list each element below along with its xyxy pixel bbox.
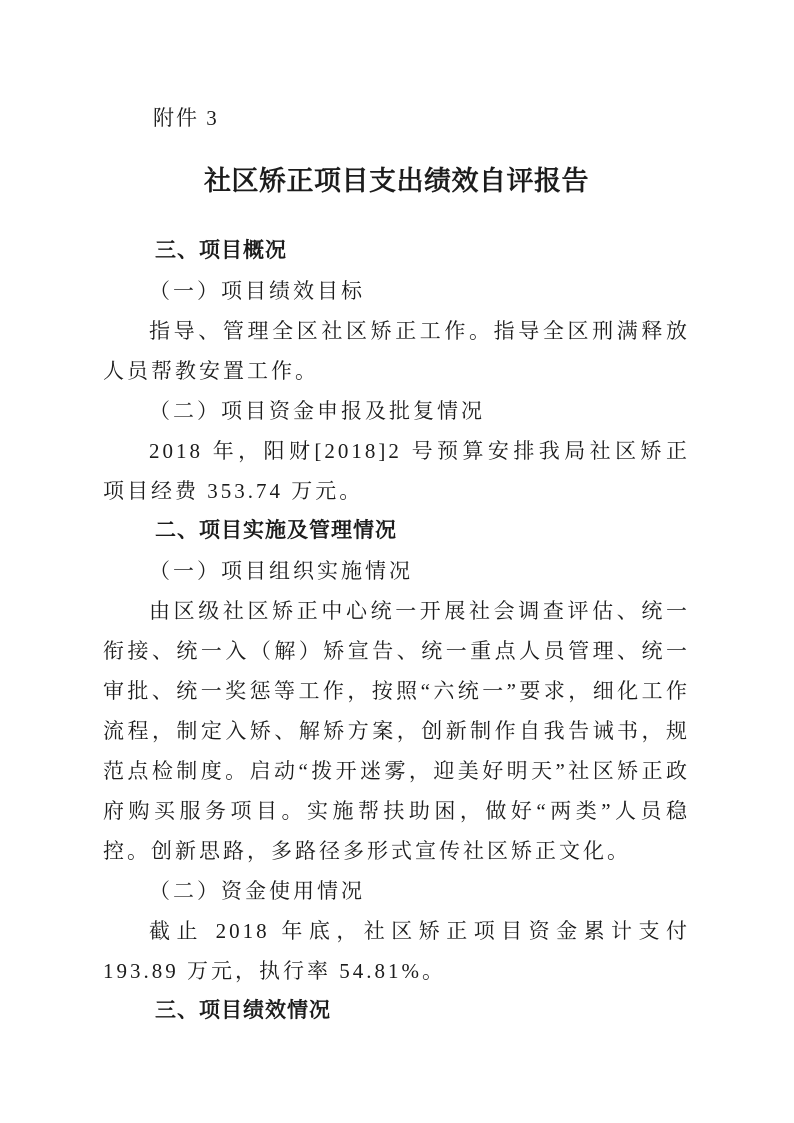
section-heading-project-overview: 三、项目概况 xyxy=(155,239,287,262)
section-heading-implementation-management: 二、项目实施及管理情况 xyxy=(155,519,397,542)
paragraph-implementation-details: 由区级社区矫正中心统一开展社会调查评估、统一衔接、统一入（解）矫宣告、统一重点人员管理、统一审批、统一奖惩等工作，按照“六统一”要求，细化工作流程，制定入矫、解矫方案，创新制作自我告诫书，规范点检制度。启动“拨开迷雾，迎美好明天”社区矫正政府购买服务项目。实施帮扶助困，做好“两类”人员稳控。创新思路，多路径多形式宣传社区矫正文化。 xyxy=(103,599,690,863)
subheading-performance-goal: （一）项目绩效目标 xyxy=(149,279,365,303)
attachment-label: 附件 3 xyxy=(153,106,219,130)
section-heading-project-performance: 三、项目绩效情况 xyxy=(155,999,331,1022)
document-title: 社区矫正项目支出绩效自评报告 xyxy=(204,166,589,196)
paragraph-budget-arrangement: 2018 年，阳财[2018]2 号预算安排我局社区矫正项目经费 353.74 万元。 xyxy=(103,439,690,503)
subheading-fund-application: （二）项目资金申报及批复情况 xyxy=(149,399,485,423)
subheading-organization-implementation: （一）项目组织实施情况 xyxy=(149,559,413,583)
paragraph-fund-usage: 截止 2018 年底，社区矫正项目资金累计支付 193.89 万元，执行率 54.81%。 xyxy=(103,919,690,983)
subheading-fund-usage: （二）资金使用情况 xyxy=(149,879,365,903)
paragraph-performance-goal: 指导、管理全区社区矫正工作。指导全区刑满释放人员帮教安置工作。 xyxy=(103,319,690,383)
document-content xyxy=(103,0,690,1031)
